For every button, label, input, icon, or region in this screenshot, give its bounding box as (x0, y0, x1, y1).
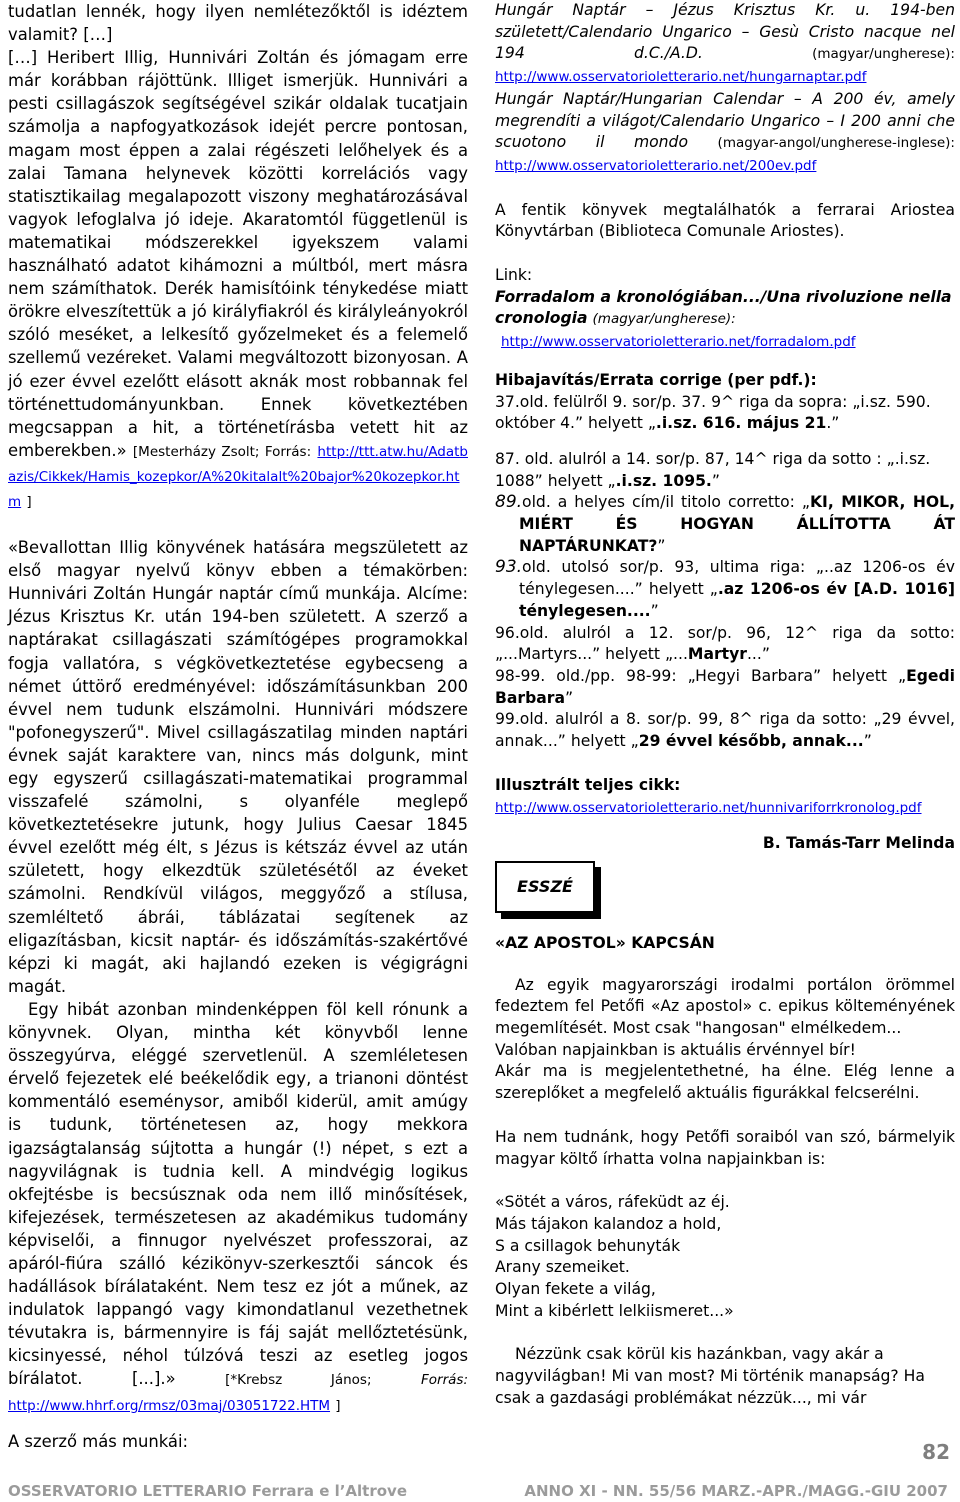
page-number: 82 (922, 1440, 950, 1464)
footer-journal: OSSERVATORIO LETTERARIO Ferrara e l’Altrove (8, 1482, 408, 1500)
text: Derék hamisítóink ténykedése miatt örökre elveszítettük a jó királyfiakról és királyleányokról szóló meséket, a lelkesítő győzelmeket és a felemelő szellemű vezéreket. Valami megváltozott bizonyosan. A jó ezer évvel ezelőtt elásott aknák most robbannak fel történettudományunkban. Ennek következtében megcsappan a hit, a történetírásba vetett hit az emberekben.» (8, 279, 468, 460)
paragraph: tudatlan lennék, hogy ilyen nemlétezőktől is idéztem valamit? […] (8, 2, 468, 45)
source-forras: Forrás: (421, 1372, 468, 1389)
article-title: «AZ APOSTOL» KAPCSÁN (495, 933, 715, 952)
paragraph: «Bevallottan Illig könyvének hatására megszületett az első magyar nyelvű könyv ebben a témakörben: Hunnivári Zoltán Hungár naptár című munkája. Alcíme: Jézus Krisztus Kr. után 194-ben született. A szerző a naptárakat csillagászati számítógépes programokkal fogja vallatóra, s végkövetkeztetése egybecseng a német úttörő eredményével: időszámításunkban 200 évvel nem tudunk elszámolni. Hunnivári módszere "pofonegyszerű". Mivel csillagászatilag minden naptári évnek saját karaktere van, nincs más dolgunk, mint egy egyszerű csillagászati-matematikai programmal visszafelé számolni, s olyanféle meglepő következtetésekre jutunk, hogy Julius Caesar 1845 évvel ezelőtt még élt, s Jézus is kétszáz évvel az után született, hogy elkezdtük születésétől az éveket számolni. Rendkívül világos, meggyőző a stílusa, szemléltető ábrái, táblázatai segítenek az eligazításban, kicsit naptár- és időszámítás-szakértővé képzi ki magát, aki hajlandó ezeken is végigrágni magát. (8, 538, 468, 996)
right-column (495, 0, 955, 1410)
poem (495, 1192, 955, 1322)
erratum-text: old. a helyes cím/il titolo corretto: „ (522, 493, 810, 512)
erratum (495, 449, 955, 492)
source-end: ] (335, 1397, 341, 1414)
erratum-correct: .i.sz. 616. május 21 (655, 414, 827, 433)
book-lang: (magyar/ungherese): (812, 46, 955, 63)
paragraph: Valóban napjainkban is aktuális érvénnyel bír! (495, 1040, 856, 1059)
poem-line: «Sötét a város, ráfeküdt az éj. (495, 1193, 730, 1212)
erratum-end: ” (863, 732, 872, 751)
library-note: A fentik könyvek megtalálhatók a ferrarai Ariostea Könyvtárban (Biblioteca Comunale Ariostes). (495, 200, 955, 241)
erratum-text: 98-99. old./pp. 98-99: „Hegyi Barbara” helyett „ (495, 666, 907, 685)
source-label: [*Krebsz János; (225, 1372, 372, 1389)
erratum-end: .” (826, 414, 840, 433)
erratum-num: 93. (495, 557, 523, 578)
erratum-correct: .az 1206-os év [A.D. 1016] ténylegesen.... (519, 580, 955, 620)
errata-title: Hibajavítás/Errata corrige (per pdf.): (495, 370, 817, 389)
poem-line: Arany szemeiket. (495, 1258, 630, 1277)
book-link[interactable]: http://www.osservatorioletterario.net/hungarnaptar.pdf (495, 69, 867, 86)
poem-line: S a csillagok behunyták (495, 1236, 681, 1255)
erratum-correct: Egedi Barbara (495, 666, 955, 707)
footer-issue: ANNO XI - NN. 55/56 MARZ.-APR./MAGG.-GIU 2007 (524, 1482, 948, 1500)
erratum-text: 37.old. felülről 9. sor/p. 37. 9^ riga da sopra: „i.sz. 590. október 4.” helyett „ (495, 392, 931, 433)
book-link[interactable]: http://www.osservatorioletterario.net/forradalom.pdf (501, 334, 856, 351)
section-badge (495, 861, 595, 913)
illustrated-title: Illusztrált teljes cikk: (495, 775, 681, 794)
text: Nem tesz ez jót a műnek, az indulatok lappangó vagy kimondatlanul vezethetnek tévutakra is, bármennyire is fáj saját mellőztetésünk, kicsinyessé, néhol túlzóvá teszi az esetleg jogos bírálatot. [...].» (8, 1277, 468, 1389)
erratum-text: 87. old. alulról a 14. sor/p. 87, 14^ riga da sotto : „.i.sz. 1088” helyett „ (495, 449, 931, 490)
illustrated-link[interactable]: http://www.osservatorioletterario.net/hunnivariforrkronolog.pdf (495, 799, 922, 816)
book-link-row (495, 331, 955, 354)
paragraph: Nézzünk csak körül kis hazánkban, vagy akár a nagyvilágban! Mi van most? Mi történik manapság? Ha csak a gazdasági problémákat nézzük..., mi vár (495, 1345, 925, 1407)
poem-line: Olyan fekete a világ, (495, 1280, 656, 1299)
erratum-correct: KI, MIKOR, HOL, MIÉRT ÉS HOGYAN ÁLLÍTOTTA ÁT NAPTÁRUNKAT? (519, 493, 955, 555)
erratum (495, 557, 955, 622)
erratum (495, 709, 955, 752)
source-link[interactable]: http://www.hhrf.org/rmsz/03maj/03051722.HTM (8, 1397, 331, 1414)
book-link[interactable]: http://www.osservatorioletterario.net/200ev.pdf (495, 157, 817, 174)
paragraph: Akár ma is megjelentethetné, ha élne. Elég lenne a szereplőket a megfelelő aktuális figurákkal felcserélni. (495, 1062, 955, 1103)
text: A szemléletesen érvelő fejezetek elé beékelődik egy, a trianoni döntést kommentáló eseménysor, amiből kiderül, amit amúgy is tudunk, történetesen az, hogy mekkora igazságtalanság sújtotta a hungár (!) népet, s ezt a nagyvilágnak is tudnia kell. (8, 1046, 469, 1181)
text: […] Heribert Illig, Hunnivári Zoltán és jómagam erre már korábban rájöttünk. Illiget ismerjük. Hunnivári a pesti csillagászok segítségével szikár oldalak tucatjain számolja a napfogyatkozások idejét percre pontosan, magam most éppen a zalai régészeti lelőhelyek és a zalai Tamana helynevek közötti korrelációs vagy statisztikailag megalapozott viszony meghatározásával vagyok lefoglalva jó ideje. (8, 48, 468, 229)
book-title: Hungár Naptár – Jézus Krisztus Kr. u. 194-ben született/Calendario Ungarico – Gesù Cristo nacque nel 194 d.C./A.D. (495, 1, 955, 63)
text: Akaratomtól függetlenül is matematikai módszerekkel igyekszem valami használható adatot kihámozni a múltból, mert másra nem számíthatok. (8, 209, 468, 299)
left-column (8, 0, 468, 1453)
erratum-end: ” (650, 601, 659, 620)
erratum-num: 89. (495, 492, 523, 513)
source-end: ] (26, 493, 32, 510)
other-works-heading: A szerző más munkái: (8, 1431, 189, 1451)
text: A mindvégig logikus okfejtésbe is becsúsznak oda nem illő minősítések, kifejezések, természetesen az akadémikus tudomány képviselői, a finnugor nyelvészet professzorai, az apáról-fiúra szálló kézikönyv-szerkesztői sáncok és hadállások bírálataként. (8, 1161, 468, 1297)
erratum (495, 666, 955, 709)
erratum-text: 99.old. alulról a 8. sor/p. 99, 8^ riga da sotto: „29 évvel, annak...” helyett „ (495, 710, 955, 751)
paragraph: Ha nem tudnánk, hogy Petőfi soraiból van szó, bármelyik magyar költő írhatta volna napjainkban is: (495, 1127, 955, 1168)
book-lang: (magyar-angol/ungherese-inglese): (717, 135, 955, 152)
author-name: B. Tamás-Tarr Melinda (762, 834, 955, 853)
erratum (495, 492, 955, 557)
erratum (495, 392, 955, 435)
source-link[interactable]: http://ttt.atw.hu/Adatbazis/Cikkek/Hamis_kozepkor/A%20kitalalt%20bajor%20kozepkor.htm (8, 443, 468, 510)
erratum (495, 623, 955, 666)
poem-line: Mint a kibérlett lelkiismeret...» (495, 1301, 734, 1320)
source-label: [Mesterházy Zsolt; Forrás: (132, 443, 312, 460)
book-title: Hungár Naptár/Hungarian Calendar – A 200 év, amely megrendíti a világot/Calendario Ungarico – I 200 anni che scuotono il mondo (495, 89, 955, 152)
paragraph: Az egyik magyarországi irodalmi portálon örömmel fedeztem fel Petőfi «Az apostol» c. epikus költeményének megemlítését. Most csak "hangosan" elmélkedem... (495, 975, 955, 1038)
erratum-end: ” (711, 471, 720, 490)
erratum-correct: 29 évvel később, annak... (638, 732, 864, 751)
paragraph (8, 46, 468, 514)
link-label: Link: (495, 266, 533, 285)
erratum-end: ” (657, 536, 666, 555)
section-badge-label: ESSZÉ (495, 861, 595, 913)
text: Egy hibát azonban mindenképpen föl kell rónunk a könyvnek. Olyan, mintha két könyvből lenne összegyúrva, eléggé szervetlenül. (8, 999, 468, 1066)
erratum-correct: Martyr (687, 645, 747, 664)
paragraph (8, 998, 468, 1418)
book-entry (495, 287, 955, 331)
book-entry (495, 0, 955, 89)
erratum-end: ...” (746, 645, 770, 664)
erratum-end: ” (565, 688, 574, 707)
book-title: Forradalom a kronológiában.../Una rivoluzione nella cronologia (495, 287, 952, 328)
book-entry (495, 89, 955, 178)
poem-line: Más tájakon kalandoz a hold, (495, 1214, 722, 1233)
book-lang: (magyar/ungherese): (592, 311, 736, 328)
erratum-correct: .i.sz. 1095. (615, 471, 712, 490)
erratum-text: old. utolsó sor/p. 93, ultima riga: „..az 1206-os év ténylegesen....” helyett „ (519, 558, 955, 599)
erratum-text: 96.old. alulról a 12. sor/p. 96, 12^ riga da sotto: „...Martyrs...” helyett „... (495, 623, 955, 664)
